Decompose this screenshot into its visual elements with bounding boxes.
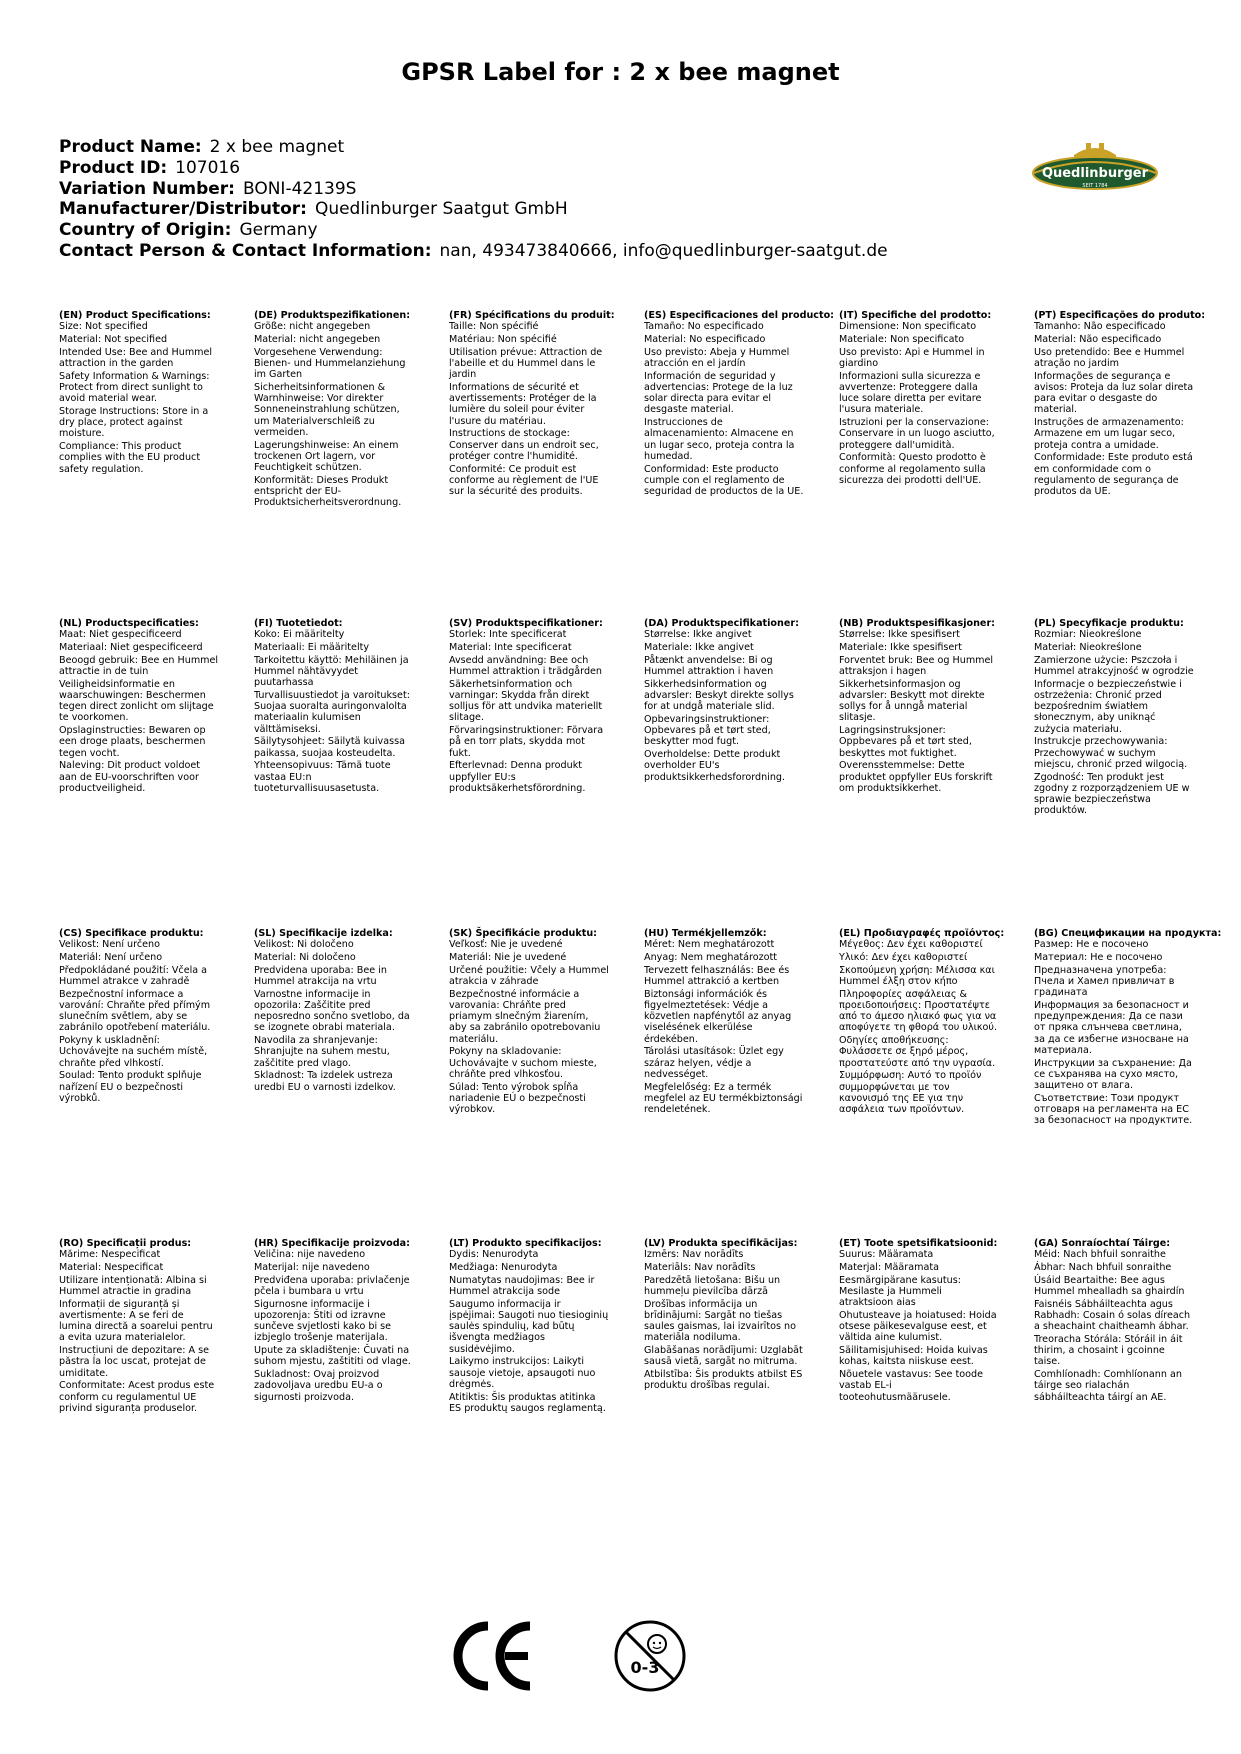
spec-line: Informações de segurança e avisos: Proteja da luz solar direta para evitar o desgaste do material. xyxy=(1034,370,1194,416)
spec-line: Medžiaga: Nenurodyta xyxy=(449,1262,558,1273)
language-title: (LV) Produkta specifikācijas: xyxy=(644,1238,798,1249)
spec-line: Intended Use: Bee and Hummel attraction in the garden xyxy=(59,346,213,369)
language-title: (HU) Termékjellemzők: xyxy=(644,928,767,939)
spec-line: Paredzētā lietošana: Bišu un hummeļu pievilcība dārzā xyxy=(644,1274,781,1297)
spec-line: Méid: Nach bhfuil sonraithe xyxy=(1034,1249,1166,1261)
spec-line: Lagerungshinweise: An einem trockenen Ort lagern, vor Feuchtigkeit schützen. xyxy=(254,439,399,474)
spec-line: Съответствие: Този продукт отговаря на регламента на ЕС за безопасност на продуктите. xyxy=(1034,1092,1193,1127)
spec-line: Størrelse: Ikke spesifisert xyxy=(839,629,960,641)
spec-line: Material: Não especificado xyxy=(1034,334,1162,345)
spec-line: Maat: Niet gespecificeerd xyxy=(59,629,182,641)
spec-line: Veľkosť: Nie je uvedené xyxy=(449,939,563,951)
product-info-label: Product ID: xyxy=(59,157,168,178)
spec-line: Informacje o bezpieczeństwie i ostrzeżenia: Chronić przed bezpośrednim światłem słonecznym, aby uniknąć zużycia materiału. xyxy=(1034,678,1182,735)
spec-line: Turvallisuustiedot ja varoitukset: Suojaa suoralta auringonvalolta materiaalin kulumisen välttämiseksi. xyxy=(254,690,410,735)
product-info-value: Germany xyxy=(239,220,318,241)
spec-line: Material: Not specified xyxy=(59,334,168,345)
spec-line: Sikkerhedsinformation og advarsler: Beskyt direkte sollys for at undgå materiale slid. xyxy=(644,678,794,713)
language-title: (CS) Specifikace produktu: xyxy=(59,928,204,939)
page-title: GPSR Label for : 2 x bee magnet xyxy=(401,58,840,86)
language-block xyxy=(1034,1238,1224,1404)
spec-line: Velikost: Není určeno xyxy=(59,939,160,951)
spec-line: Dimensione: Non specificato xyxy=(839,321,977,333)
product-info-label: Country of Origin: xyxy=(59,220,232,241)
language-title: (DE) Produktspezifikationen: xyxy=(254,310,411,321)
language-title: (EN) Product Specifications: xyxy=(59,310,211,321)
spec-line: Informazioni sulla sicurezza e avvertenze: Proteggere dalla luce solare diretta per evitare l'usura materiale. xyxy=(839,370,982,416)
spec-line: Safety Information & Warnings: Protect from direct sunlight to avoid material wear. xyxy=(59,370,210,405)
language-block xyxy=(644,618,834,784)
spec-line: Zamierzone użycie: Pszczoła i Hummel atrakcyjność w ogrodzie xyxy=(1034,654,1194,677)
spec-line: Größe: nicht angegeben xyxy=(254,321,371,333)
spec-line: Conformité: Ce produit est conforme au règlement de l'UE sur la sécurité des produits. xyxy=(449,463,599,498)
spec-line: Informații de siguranță și avertismente: A se feri de lumina directă a soarelui pentru a evita uzura materialelor. xyxy=(59,1298,213,1344)
language-title: (FR) Spécifications du produit: xyxy=(449,310,615,321)
language-title: (BG) Спецификации на продукта: xyxy=(1034,928,1222,939)
spec-line: Σκοπούμενη χρήση: Μέλισσα και Hummel έλξη στον κήπο xyxy=(839,964,995,987)
spec-line: Predviđena uporaba: privlačenje pčela i bumbara u vrtu xyxy=(254,1274,410,1297)
spec-line: Utilizare intenționată: Albina si Hummel atractie in gradina xyxy=(59,1274,207,1297)
spec-line: Vorgesehene Verwendung: Bienen- und Hummelanziehung im Garten xyxy=(254,346,406,381)
spec-line: Avsedd användning: Bee och Hummel attraktion i trädgården xyxy=(449,654,603,677)
spec-line: Предназначена употреба: Пчела и Хамел привличат в градината xyxy=(1034,964,1175,999)
ce-mark-icon xyxy=(458,1626,530,1686)
spec-line: Glabāšanas norādījumi: Uzglabāt sausā vietā, sargāt no mitruma. xyxy=(644,1345,803,1368)
spec-line: Conformidad: Este producto cumple con el reglamento de seguridad de productos de la UE. xyxy=(644,463,804,498)
spec-line: Matériau: Non spécifié xyxy=(449,334,557,345)
svg-text:Quedlinburger: Quedlinburger xyxy=(1041,166,1149,181)
spec-line: Materiaal: Niet gespecificeerd xyxy=(59,642,203,653)
spec-line: Conformità: Questo prodotto è conforme al regolamento sulla sicurezza dei prodotti dell'UE. xyxy=(839,452,986,486)
product-info-row xyxy=(59,199,888,220)
spec-line: Veiligheidsinformatie en waarschuwingen: Beschermen tegen direct zonlicht om slijtage te voorkomen. xyxy=(59,678,214,724)
language-block xyxy=(1034,928,1224,1128)
spec-line: Comhlíonadh: Comhlíonann an táirge seo rialachán sábháilteachta táirgí an AE. xyxy=(1034,1369,1182,1403)
spec-line: Material: nicht angegeben xyxy=(254,334,381,345)
language-block xyxy=(254,310,444,510)
language-block xyxy=(839,1238,1029,1404)
language-block xyxy=(839,310,1029,488)
language-block xyxy=(254,1238,444,1404)
spec-line: Sicherheitsinformationen & Warnhinweise: Vor direkter Sonneneinstrahlung schützen, um Materialverschleiß zu vermeiden. xyxy=(254,382,400,438)
spec-line: Faisnéis Sábháilteachta agus Rabhadh: Cosain ó solas díreach a sheachaint chaitheamh ábhar. xyxy=(1034,1298,1191,1333)
spec-line: Materiale: Ikke spesifisert xyxy=(839,642,963,653)
language-block xyxy=(449,618,639,796)
quedlinburger-logo xyxy=(1030,137,1160,199)
language-title: (PT) Especificações do produto: xyxy=(1034,310,1206,321)
product-info-label: Product Name: xyxy=(59,137,202,157)
product-info-label: Contact Person & Contact Information: xyxy=(59,240,432,261)
language-block xyxy=(644,928,834,1117)
language-title: (DA) Produktspecifikationer: xyxy=(644,618,799,629)
language-row xyxy=(59,310,1229,610)
spec-line: Πληροφορίες ασφάλειας & προειδοποιήσεις: Προστατέψτε από το άμεσο ηλιακό φως για να αποφύγετε τη φθορά του υλικού. xyxy=(839,988,998,1034)
spec-line: Atitiktis: Šis produktas atitinka ES produktų saugos reglamentą. xyxy=(449,1391,606,1414)
spec-line: Treoracha Stórála: Stóráil in áit thirim, a chosaint i gcoinne taise. xyxy=(1034,1334,1183,1368)
language-block xyxy=(449,928,639,1117)
spec-line: Soulad: Tento produkt splňuje nařízení EU o bezpečnosti výrobků. xyxy=(59,1070,202,1104)
spec-line: Инструкции за съхранение: Да се съхранява на сухо място, защитено от влага. xyxy=(1034,1057,1192,1092)
spec-line: Súlad: Tento výrobok spĺňa nariadenie EÚ o bezpečnosti výrobkov. xyxy=(449,1081,586,1116)
spec-line: Säkerhetsinformation och varningar: Skydda från direkt solljus för att undvika materiellt slitage. xyxy=(449,678,603,724)
compliance-symbols xyxy=(450,1618,700,1694)
spec-line: Atbilstība: Šis produkts atbilst ES produktu drošības regulai. xyxy=(644,1369,803,1392)
svg-text:SEIT 1784: SEIT 1784 xyxy=(1082,183,1108,189)
product-info-label: Variation Number: xyxy=(59,178,235,199)
language-title: (RO) Specificații produs: xyxy=(59,1238,192,1249)
language-block xyxy=(1034,310,1224,499)
spec-line: Tamaño: No especificado xyxy=(644,321,764,333)
product-info-row xyxy=(59,137,888,158)
spec-line: Påtænkt anvendelse: Bi og Hummel attraktion i haven xyxy=(644,654,774,677)
spec-line: Materiaali: Ei määritelty xyxy=(254,642,370,653)
language-block xyxy=(449,1238,639,1416)
product-info-row xyxy=(59,241,888,262)
spec-line: Sukladnost: Ovaj proizvod zadovoljava uredbu EU-a o sigurnosti proizvoda. xyxy=(254,1369,383,1403)
product-info xyxy=(59,137,888,262)
language-title: (ET) Toote spetsifikatsioonid: xyxy=(839,1238,998,1249)
spec-line: Drošības informācija un brīdinājumi: Sargāt no tiešas saules gaismas, lai izvairītos no materiāla nodiluma. xyxy=(644,1298,796,1344)
spec-line: Size: Not specified xyxy=(59,321,148,333)
spec-line: Istruzioni per la conservazione: Conservare in un luogo asciutto, proteggere dall'umidità. xyxy=(839,417,995,451)
spec-line: Conformitate: Acest produs este conform cu regulamentul UE privind siguranța produselor. xyxy=(59,1380,215,1414)
spec-line: Eesmärgipärane kasutus: Mesilaste ja Hummeli atraktsioon aias xyxy=(839,1274,961,1309)
language-title: (GA) Sonraíochtaí Táirge: xyxy=(1034,1238,1171,1249)
spec-line: Υλικό: Δεν έχει καθοριστεί xyxy=(839,952,968,963)
product-info-row xyxy=(59,179,888,200)
spec-line: Forventet bruk: Bee og Hummel attraksjon i hagen xyxy=(839,654,994,677)
spec-line: Lagringsinstruksjoner: Oppbevares på et tørt sted, beskyttes mot fuktighet. xyxy=(839,725,972,759)
language-block xyxy=(1034,618,1224,818)
spec-line: Numatytas naudojimas: Bee ir Hummel atrakcija sode xyxy=(449,1274,595,1297)
spec-line: Zgodność: Ten produkt jest zgodny z rozporządzeniem UE w sprawie bezpieczeństwa produktów. xyxy=(1034,771,1190,817)
spec-line: Opbevaringsinstruktioner: Opbevares på et tørt sted, beskytter mod fugt. xyxy=(644,714,771,748)
spec-line: Pokyny k uskladnění: Uchovávejte na suchém místě, chraňte před vlhkostí. xyxy=(59,1035,208,1069)
spec-line: Bezpečnostné informácie a varovania: Chráňte pred priamym slnečným žiarením, aby sa zabránilo opotrebovaniu materiálu. xyxy=(449,988,601,1045)
spec-line: Материал: Не е посочено xyxy=(1034,952,1163,963)
spec-line: Tarkoitettu käyttö: Mehiläinen ja Hummel nähtävyydet puutarhassa xyxy=(254,654,409,689)
spec-line: Velikost: Ni določeno xyxy=(254,939,354,951)
spec-line: Instrukcje przechowywania: Przechowywać w suchym miejscu, chronić przed wilgocią. xyxy=(1034,736,1188,770)
language-title: (IT) Specifiche del prodotto: xyxy=(839,310,992,321)
spec-line: Predvidena uporaba: Bee in Hummel atrakcija na vrtu xyxy=(254,964,387,987)
language-block xyxy=(59,1238,249,1416)
spec-line: Storage Instructions: Store in a dry place, protect against moisture. xyxy=(59,406,209,440)
spec-line: Koko: Ei määritelty xyxy=(254,629,345,641)
language-block xyxy=(254,928,444,1094)
spec-line: Instrucciones de almacenamiento: Almacene en un lugar seco, proteja contra la humedad. xyxy=(644,417,795,462)
spec-line: Utilisation prévue: Attraction de l'abeille et du Hummel dans le jardin xyxy=(449,346,603,381)
spec-line: Material: Nespecificat xyxy=(59,1262,164,1273)
spec-line: Materiał: Nieokreślone xyxy=(1034,642,1142,653)
spec-line: Sikkerhetsinformasjon og advarsler: Beskytt mot direkte sollys for å unngå material slitasje. xyxy=(839,678,985,724)
spec-line: Säilitamisjuhised: Hoida kuivas kohas, kaitsta niiskuse eest. xyxy=(839,1345,988,1368)
product-info-row xyxy=(59,158,888,179)
spec-line: Conformidade: Este produto está em conformidade com o regulamento de segurança de produtos da UE. xyxy=(1034,452,1193,498)
spec-line: Uso previsto: Api e Hummel in giardino xyxy=(839,346,985,369)
language-block xyxy=(839,618,1029,796)
product-info-value: 107016 xyxy=(175,157,241,178)
spec-line: Material: No especificado xyxy=(644,334,766,345)
spec-line: Nõuetele vastavus: See toode vastab EL-i tooteohutusmäärusele. xyxy=(839,1369,983,1403)
spec-line: Información de seguridad y advertencias: Protege de la luz solar directa para evitar el desgaste material. xyxy=(644,370,793,416)
spec-line: Materiale: Non specificato xyxy=(839,334,965,345)
language-row xyxy=(59,1238,1229,1538)
language-title: (SV) Produktspecifikationer: xyxy=(449,618,603,629)
spec-line: Opslaginstructies: Bewaren op een droge plaats, beschermen tegen vocht. xyxy=(59,725,206,759)
spec-line: Varnostne informacije in opozorila: Zaščitite pred neposredno sončno svetlobo, da se izognete obrabi materiala. xyxy=(254,988,410,1034)
language-block xyxy=(59,928,249,1106)
spec-line: Biztonsági információk és figyelmeztetések: Védje a közvetlen napfénytől az anyag viselésének elkerülése érdekében. xyxy=(644,988,792,1045)
spec-line: Størrelse: Ikke angivet xyxy=(644,629,752,641)
product-info-value: BONI-42139S xyxy=(242,178,357,199)
spec-line: Materijal: nije navedeno xyxy=(254,1262,370,1273)
spec-line: Uso pretendido: Bee e Hummel atração no jardim xyxy=(1034,346,1185,369)
spec-line: Materiale: Ikke angivet xyxy=(644,642,754,653)
spec-line: Veličina: nije navedeno xyxy=(254,1249,366,1261)
spec-line: Tamanho: Não especificado xyxy=(1034,321,1166,333)
language-title: (EL) Προδιαγραφές προϊόντος: xyxy=(839,928,1005,939)
spec-line: Pokyny na skladovanie: Uchovávajte v suchom mieste, chráňte pred vlhkosťou. xyxy=(449,1046,597,1080)
spec-line: Instruções de armazenamento: Armazene em um lugar seco, proteja contra a umidade. xyxy=(1034,417,1184,451)
age-warning-icon xyxy=(616,1622,684,1690)
spec-line: Informations de sécurité et avertissements: Protéger de la lumière du soleil pour éviter l'usure du matériau. xyxy=(449,382,597,427)
language-block xyxy=(644,310,834,499)
product-info-label: Manufacturer/Distributor: xyxy=(59,199,307,220)
spec-line: Uso previsto: Abeja y Hummel atracción en el jardín xyxy=(644,346,790,369)
product-info-value: Quedlinburger Saatgut GmbH xyxy=(314,199,568,220)
spec-line: Navodila za shranjevanje: Shranjujte na suhem mestu, zaščitite pred vlago. xyxy=(254,1035,390,1069)
spec-line: Konformität: Dieses Produkt entspricht der EU-Produktsicherheitsverordnung. xyxy=(254,474,402,509)
spec-line: Upute za skladištenje: Čuvati na suhom mjestu, zaštititi od vlage. xyxy=(254,1345,411,1368)
spec-line: Dydis: Nenurodyta xyxy=(449,1249,539,1261)
spec-line: Yhteensopivuus: Tämä tuote vastaa EU:n tuoteturvallisuusasetusta. xyxy=(254,760,391,794)
spec-line: Úsáid Beartaithe: Bee agus Hummel mhealladh sa ghairdín xyxy=(1034,1274,1185,1297)
language-block xyxy=(59,618,249,796)
spec-line: Overholdelse: Dette produkt overholder EU's produktsikkerhedsforordning. xyxy=(644,749,786,783)
spec-line: Tárolási utasítások: Üzlet egy száraz helyen, védje a nedvességet. xyxy=(644,1046,784,1080)
language-row xyxy=(59,928,1229,1228)
product-info-row xyxy=(59,220,888,241)
language-title: (LT) Produkto specifikacijos: xyxy=(449,1238,602,1249)
spec-line: Materiāls: Nav norādīts xyxy=(644,1262,756,1273)
spec-line: Instrucțiuni de depozitare: A se păstra la loc uscat, protejat de umiditate. xyxy=(59,1345,210,1379)
spec-line: Materiál: Není určeno xyxy=(59,952,163,963)
spec-line: Storlek: Inte specificerat xyxy=(449,629,567,641)
language-title: (SK) Špecifikácie produktu: xyxy=(449,928,598,939)
spec-line: Suurus: Määramata xyxy=(839,1249,934,1261)
spec-line: Taille: Non spécifié xyxy=(449,321,539,333)
spec-line: Material: Inte specificerat xyxy=(449,642,572,653)
spec-line: Předpokládané použití: Včela a Hummel atrakce v zahradě xyxy=(59,964,208,987)
spec-line: Overensstemmelse: Dette produktet oppfyller EUs forskrift om produktsikkerhet. xyxy=(839,760,993,794)
language-title: (ES) Especificaciones del producto: xyxy=(644,310,835,321)
spec-line: Materjal: Määramata xyxy=(839,1262,939,1273)
spec-line: Förvaringsinstruktioner: Förvara på en torr plats, skydda mot fukt. xyxy=(449,725,604,759)
spec-line: Laikymo instrukcijos: Laikyti sausoje vietoje, apsaugoti nuo drėgmės. xyxy=(449,1356,596,1390)
logo-icon xyxy=(1030,137,1160,199)
spec-line: Οδηγίες αποθήκευσης: Φυλάσσετε σε ξηρό μέρος, προστατεύστε από την υγρασία. xyxy=(839,1035,996,1069)
spec-line: Naleving: Dit product voldoet aan de EU-voorschriften voor productveiligheid. xyxy=(59,760,201,794)
spec-line: Materiál: Nie je uvedené xyxy=(449,952,567,963)
product-info-value: 2 x bee magnet xyxy=(209,137,345,157)
spec-line: Méret: Nem meghatározott xyxy=(644,939,775,951)
language-title: (SL) Specifikacije izdelka: xyxy=(254,928,393,939)
spec-line: Tervezett felhasználás: Bee és Hummel attrakció a kertben xyxy=(644,964,790,987)
language-title: (NB) Produktspesifikasjoner: xyxy=(839,618,996,629)
language-block xyxy=(644,1238,834,1393)
spec-line: Určené použitie: Včely a Hummel atrakcia v záhrade xyxy=(449,964,609,987)
spec-line: Sigurnosne informacije i upozorenja: Štiti od izravne sunčeve svjetlosti kako bi se izbjeglo trošenje materijala. xyxy=(254,1298,392,1344)
spec-line: Bezpečnostní informace a varování: Chraňte před přímým slunečním světlem, aby se zabránilo opotřebení materiálu. xyxy=(59,988,211,1034)
spec-line: Mărime: Nespecificat xyxy=(59,1249,161,1261)
spec-line: Beoogd gebruik: Bee en Hummel attractie in de tuin xyxy=(59,654,219,677)
spec-line: Compliance: This product complies with the EU product safety regulation. xyxy=(59,441,201,475)
spec-line: Anyag: Nem meghatározott xyxy=(644,952,778,963)
spec-line: Säilytysohjeet: Säilytä kuivassa paikassa, suojaa kosteudelta. xyxy=(254,736,405,759)
spec-line: Instructions de stockage: Conserver dans un endroit sec, protéger contre l'humidité. xyxy=(449,428,599,462)
language-title: (PL) Specyfikacje produktu: xyxy=(1034,618,1184,629)
svg-text:0-3: 0-3 xyxy=(630,1658,660,1677)
spec-line: Ábhar: Nach bhfuil sonraithe xyxy=(1034,1262,1172,1273)
language-block xyxy=(839,928,1029,1117)
spec-line: Информация за безопасност и предупреждения: Да се пази от пряка слънчева светлина, за да се избегне износване на материала. xyxy=(1034,1000,1189,1056)
spec-line: Размер: Не е посочено xyxy=(1034,939,1149,951)
spec-line: Συμμόρφωση: Αυτό το προϊόν συμμορφώνεται με τον κανονισμό της ΕΕ για την ασφάλεια των προϊόντων. xyxy=(839,1070,982,1116)
spec-line: Skladnost: Ta izdelek ustreza uredbi EU o varnosti izdelkov. xyxy=(254,1070,396,1093)
spec-line: Saugumo informacija ir įspėjimai: Saugoti nuo tiesioginių saulės spindulių, kad būtų išvengta medžiagos susidėvėjimo. xyxy=(449,1298,609,1355)
language-block xyxy=(254,618,444,796)
language-block xyxy=(449,310,639,499)
language-title: (FI) Tuotetiedot: xyxy=(254,618,343,629)
spec-line: Rozmiar: Nieokreślone xyxy=(1034,629,1142,641)
spec-line: Μέγεθος: Δεν έχει καθοριστεί xyxy=(839,939,983,951)
product-info-value: nan, 493473840666, info@quedlinburger-saatgut.de xyxy=(439,240,888,261)
spec-line: Megfelelőség: Ez a termék megfelel az EU termékbiztonsági rendeletének. xyxy=(644,1081,803,1116)
spec-line: Izmērs: Nav norādīts xyxy=(644,1249,744,1261)
language-title: (HR) Specifikacije proizvoda: xyxy=(254,1238,410,1249)
spec-line: Ohutusteave ja hoiatused: Hoida otsese päikesevalguse eest, et vältida aine kulumist. xyxy=(839,1310,997,1344)
language-title: (NL) Productspecificaties: xyxy=(59,618,199,629)
spec-line: Material: Ni določeno xyxy=(254,952,356,963)
spec-line: Efterlevnad: Denna produkt uppfyller EU:s produktsäkerhetsförordning. xyxy=(449,760,586,794)
language-row xyxy=(59,618,1229,918)
language-block xyxy=(59,310,249,476)
